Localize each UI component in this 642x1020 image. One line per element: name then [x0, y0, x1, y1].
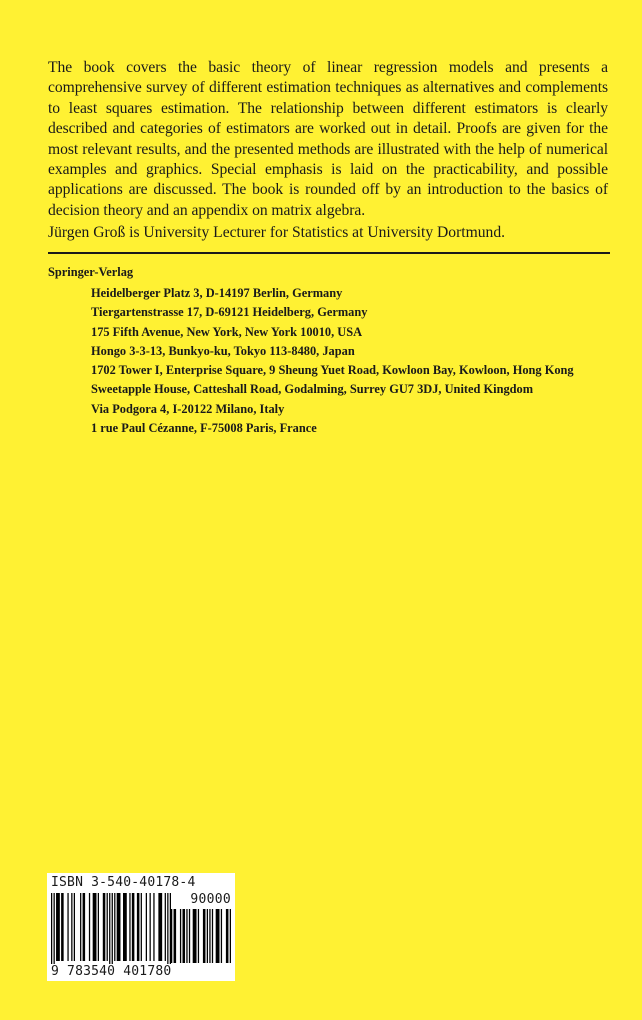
barcode-bar: [230, 909, 231, 963]
address-line: 1702 Tower I, Enterprise Square, 9 Sheung Yuet Road, Kowloon Bay, Kowloon, Hong Kong: [91, 363, 574, 378]
barcode-bar: [146, 893, 147, 961]
barcode-bar: [150, 893, 151, 961]
addon-bars: [171, 909, 231, 963]
isbn-label: ISBN 3-540-40178-4: [51, 875, 196, 890]
address-line: Heidelberger Platz 3, D-14197 Berlin, Germany: [91, 286, 343, 300]
barcode-bar: [80, 893, 81, 961]
barcode-bar: [216, 909, 220, 963]
barcode-bar: [158, 893, 162, 961]
barcode-bar: [117, 893, 121, 961]
barcode-bar: [103, 893, 106, 961]
book-description: [48, 58, 608, 221]
address-line: 1 rue Paul Cézanne, F-75008 Paris, France: [91, 421, 317, 436]
publisher-addresses: [91, 284, 574, 438]
barcode-bar: [114, 893, 115, 961]
barcode-bar: [56, 893, 60, 961]
addon-code: 90000: [190, 892, 231, 907]
barcode-bar: [123, 893, 127, 961]
address-line: Via Podgora 4, I-20122 Milano, Italy: [91, 401, 285, 416]
barcode-bar: [107, 893, 108, 961]
barcode-bar: [137, 893, 140, 961]
barcode-bar: [186, 909, 187, 963]
barcode-bar: [167, 893, 168, 967]
barcode-bar: [212, 909, 213, 963]
description-text: The book covers the basic theory of linear regression models and presents a comprehensive survey of different estimation techniques as alternatives and complements to least squares estimation. The relationship between different estimators is clearly described and categories of estimators are worked out in detail. Proofs are given for the most relevant results, and the presented methods are illustrated with the help of numerical examples and graphics. Special emphasis is laid on the practicability, and possible applications are discussed. The book is rounded off by an introduction to the basics of decision theory and an appendix on matrix algebra.: [48, 59, 608, 219]
address-line: Tiergartenstrasse 17, D-69121 Heidelberg, Germany: [91, 305, 368, 320]
barcode-bar: [89, 893, 90, 961]
address-line: Hongo 3-3-13, Bunkyo-ku, Tokyo 113-8480, Japan: [91, 343, 355, 358]
barcode-bar: [153, 893, 154, 961]
barcode-bar: [74, 893, 75, 961]
author-note: Jürgen Groß is University Lecturer for Statistics at University Dortmund.: [48, 224, 506, 241]
publisher-name: Springer-Verlag: [48, 265, 134, 279]
address-line: 175 Fifth Avenue, New York, New York 10010, USA: [91, 324, 363, 339]
barcode-bar: [174, 909, 177, 963]
barcode-bar: [112, 893, 113, 967]
barcode-bar: [109, 893, 110, 967]
barcode-bar: [141, 893, 142, 961]
barcode-bar: [189, 909, 190, 963]
barcode-bar: [182, 909, 185, 963]
barcode-bar: [209, 909, 210, 963]
barcode-bar: [98, 893, 99, 961]
barcode-bar: [193, 909, 197, 963]
address-line: Sweetapple House, Catteshall Road, Godalming, Surrey GU7 3DJ, United Kingdom: [91, 382, 534, 397]
ean-digits: 9 783540 401780: [51, 964, 172, 979]
barcode-bar: [61, 893, 64, 961]
divider-rule: [48, 252, 610, 254]
barcode-bar: [226, 909, 229, 963]
barcode-bar: [180, 909, 181, 963]
barcode-bar: [51, 893, 52, 967]
barcode-bar: [83, 893, 86, 961]
barcode-bar: [165, 893, 166, 961]
barcode-bar: [129, 893, 130, 961]
barcode-bar: [207, 909, 208, 963]
isbn-barcode: [47, 873, 235, 981]
barcode-bar: [132, 893, 135, 961]
ean13-bars: [51, 893, 171, 967]
barcode-bar: [198, 909, 199, 963]
barcode-bar: [54, 893, 55, 967]
barcode-bar: [203, 909, 206, 963]
barcode-bar: [171, 909, 172, 963]
barcode-bar: [93, 893, 97, 961]
barcode-bar: [67, 893, 68, 961]
barcode-bar: [71, 893, 72, 961]
barcode-bar: [221, 909, 222, 963]
